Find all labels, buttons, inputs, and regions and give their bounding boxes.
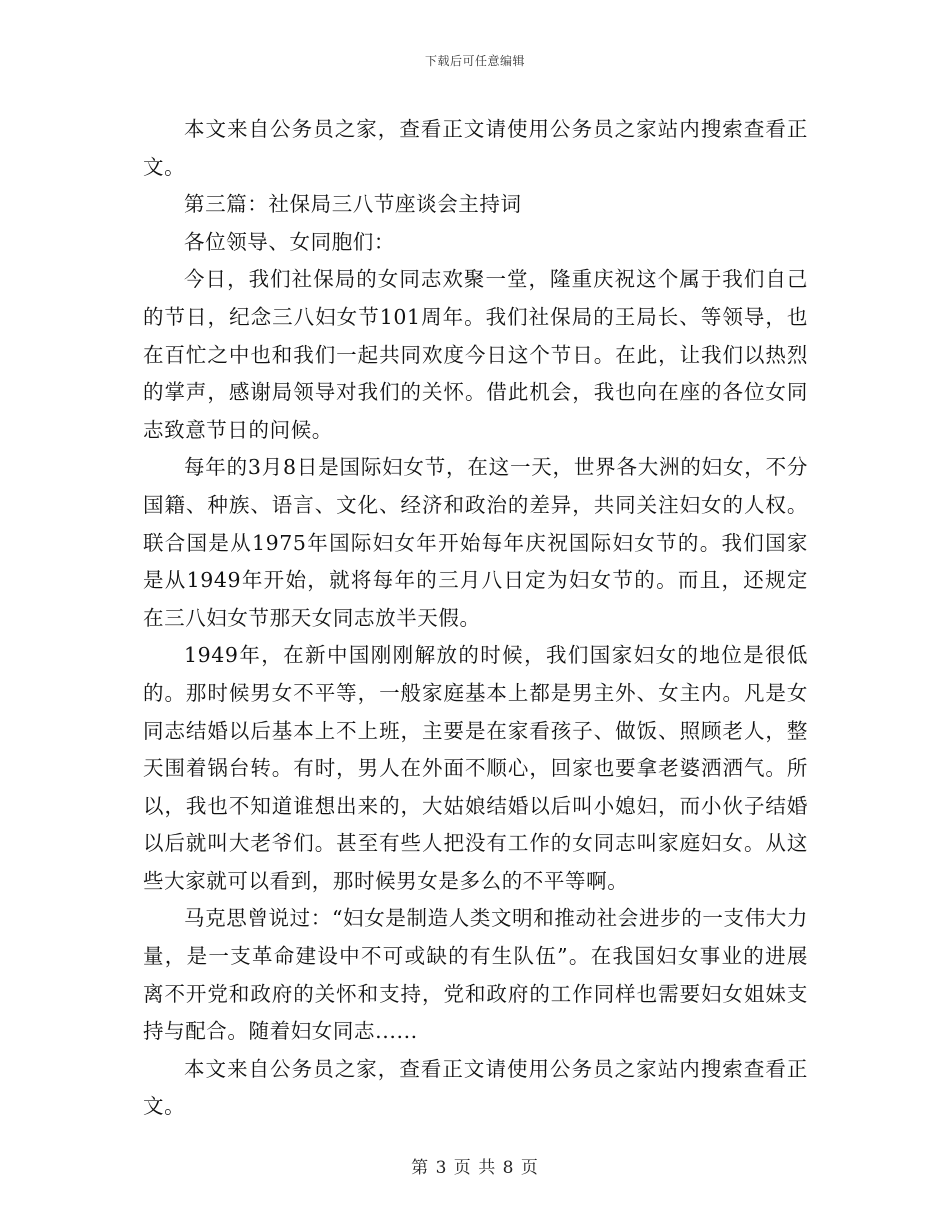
document-body xyxy=(143,111,808,1126)
source-notice-paragraph: 本文来自公务员之家，查看正文请使用公务员之家站内搜索查看正文。 xyxy=(143,117,808,179)
body-paragraph: 今日，我们社保局的女同志欢聚一堂，隆重庆祝这个属于我们自己的节日，纪念三八妇女节101周年。我们社保局的王局长、等领导，也在百忙之中也和我们一起共同欢度今日这个节日。在此，让我们以热烈的掌声，感谢局领导对我们的关怀。借此机会，我也向在座的各位女同志致意节日的问候。 xyxy=(143,267,808,442)
body-paragraph: 每年的3月8日是国际妇女节，在这一天，世界各大洲的妇女，不分国籍、种族、语言、文化、经济和政治的差异，共同关注妇女的人权。联合国是从1975年国际妇女年开始每年庆祝国际妇女节的。我们国家是从1949年开始，就将每年的三月八日定为妇女节的。而且，还规定在三八妇女节那天女同志放半天假。 xyxy=(143,455,808,630)
body-paragraph: 马克思曾说过：“妇女是制造人类文明和推动社会进步的一支伟大力量，是一支革命建设中不可或缺的有生队伍”。在我国妇女事业的进展离不开党和政府的关怀和支持，党和政府的工作同样也需要妇女姐妹支持与配合。随着妇女同志...... xyxy=(143,906,808,1044)
source-notice-paragraph: 本文来自公务员之家，查看正文请使用公务员之家站内搜索查看正文。 xyxy=(143,1056,808,1119)
salutation: 各位领导、女同胞们： xyxy=(184,229,395,254)
body-paragraph: 1949年，在新中国刚刚解放的时候，我们国家妇女的地位是很低的。那时候男女不平等，一般家庭基本上都是男主外、女主内。凡是女同志结婚以后基本上不上班，主要是在家看孩子、做饭、照顾老人，整天围着锅台转。有时，男人在外面不顺心，回家也要拿老婆洒洒气。所以，我也不知道谁想出来的，大姑娘结婚以后叫小媳妇，而小伙子结婚以后就叫大老爷们。甚至有些人把没有工作的女同志叫家庭妇女。从这些大家就可以看到，那时候男女是多么的不平等啊。 xyxy=(143,643,808,893)
page-header: 下载后可任意编辑 xyxy=(424,54,525,68)
page-number: 第 3 页 共 8 页 xyxy=(411,1158,539,1178)
section-title: 第三篇：社保局三八节座谈会主持词 xyxy=(184,192,522,217)
